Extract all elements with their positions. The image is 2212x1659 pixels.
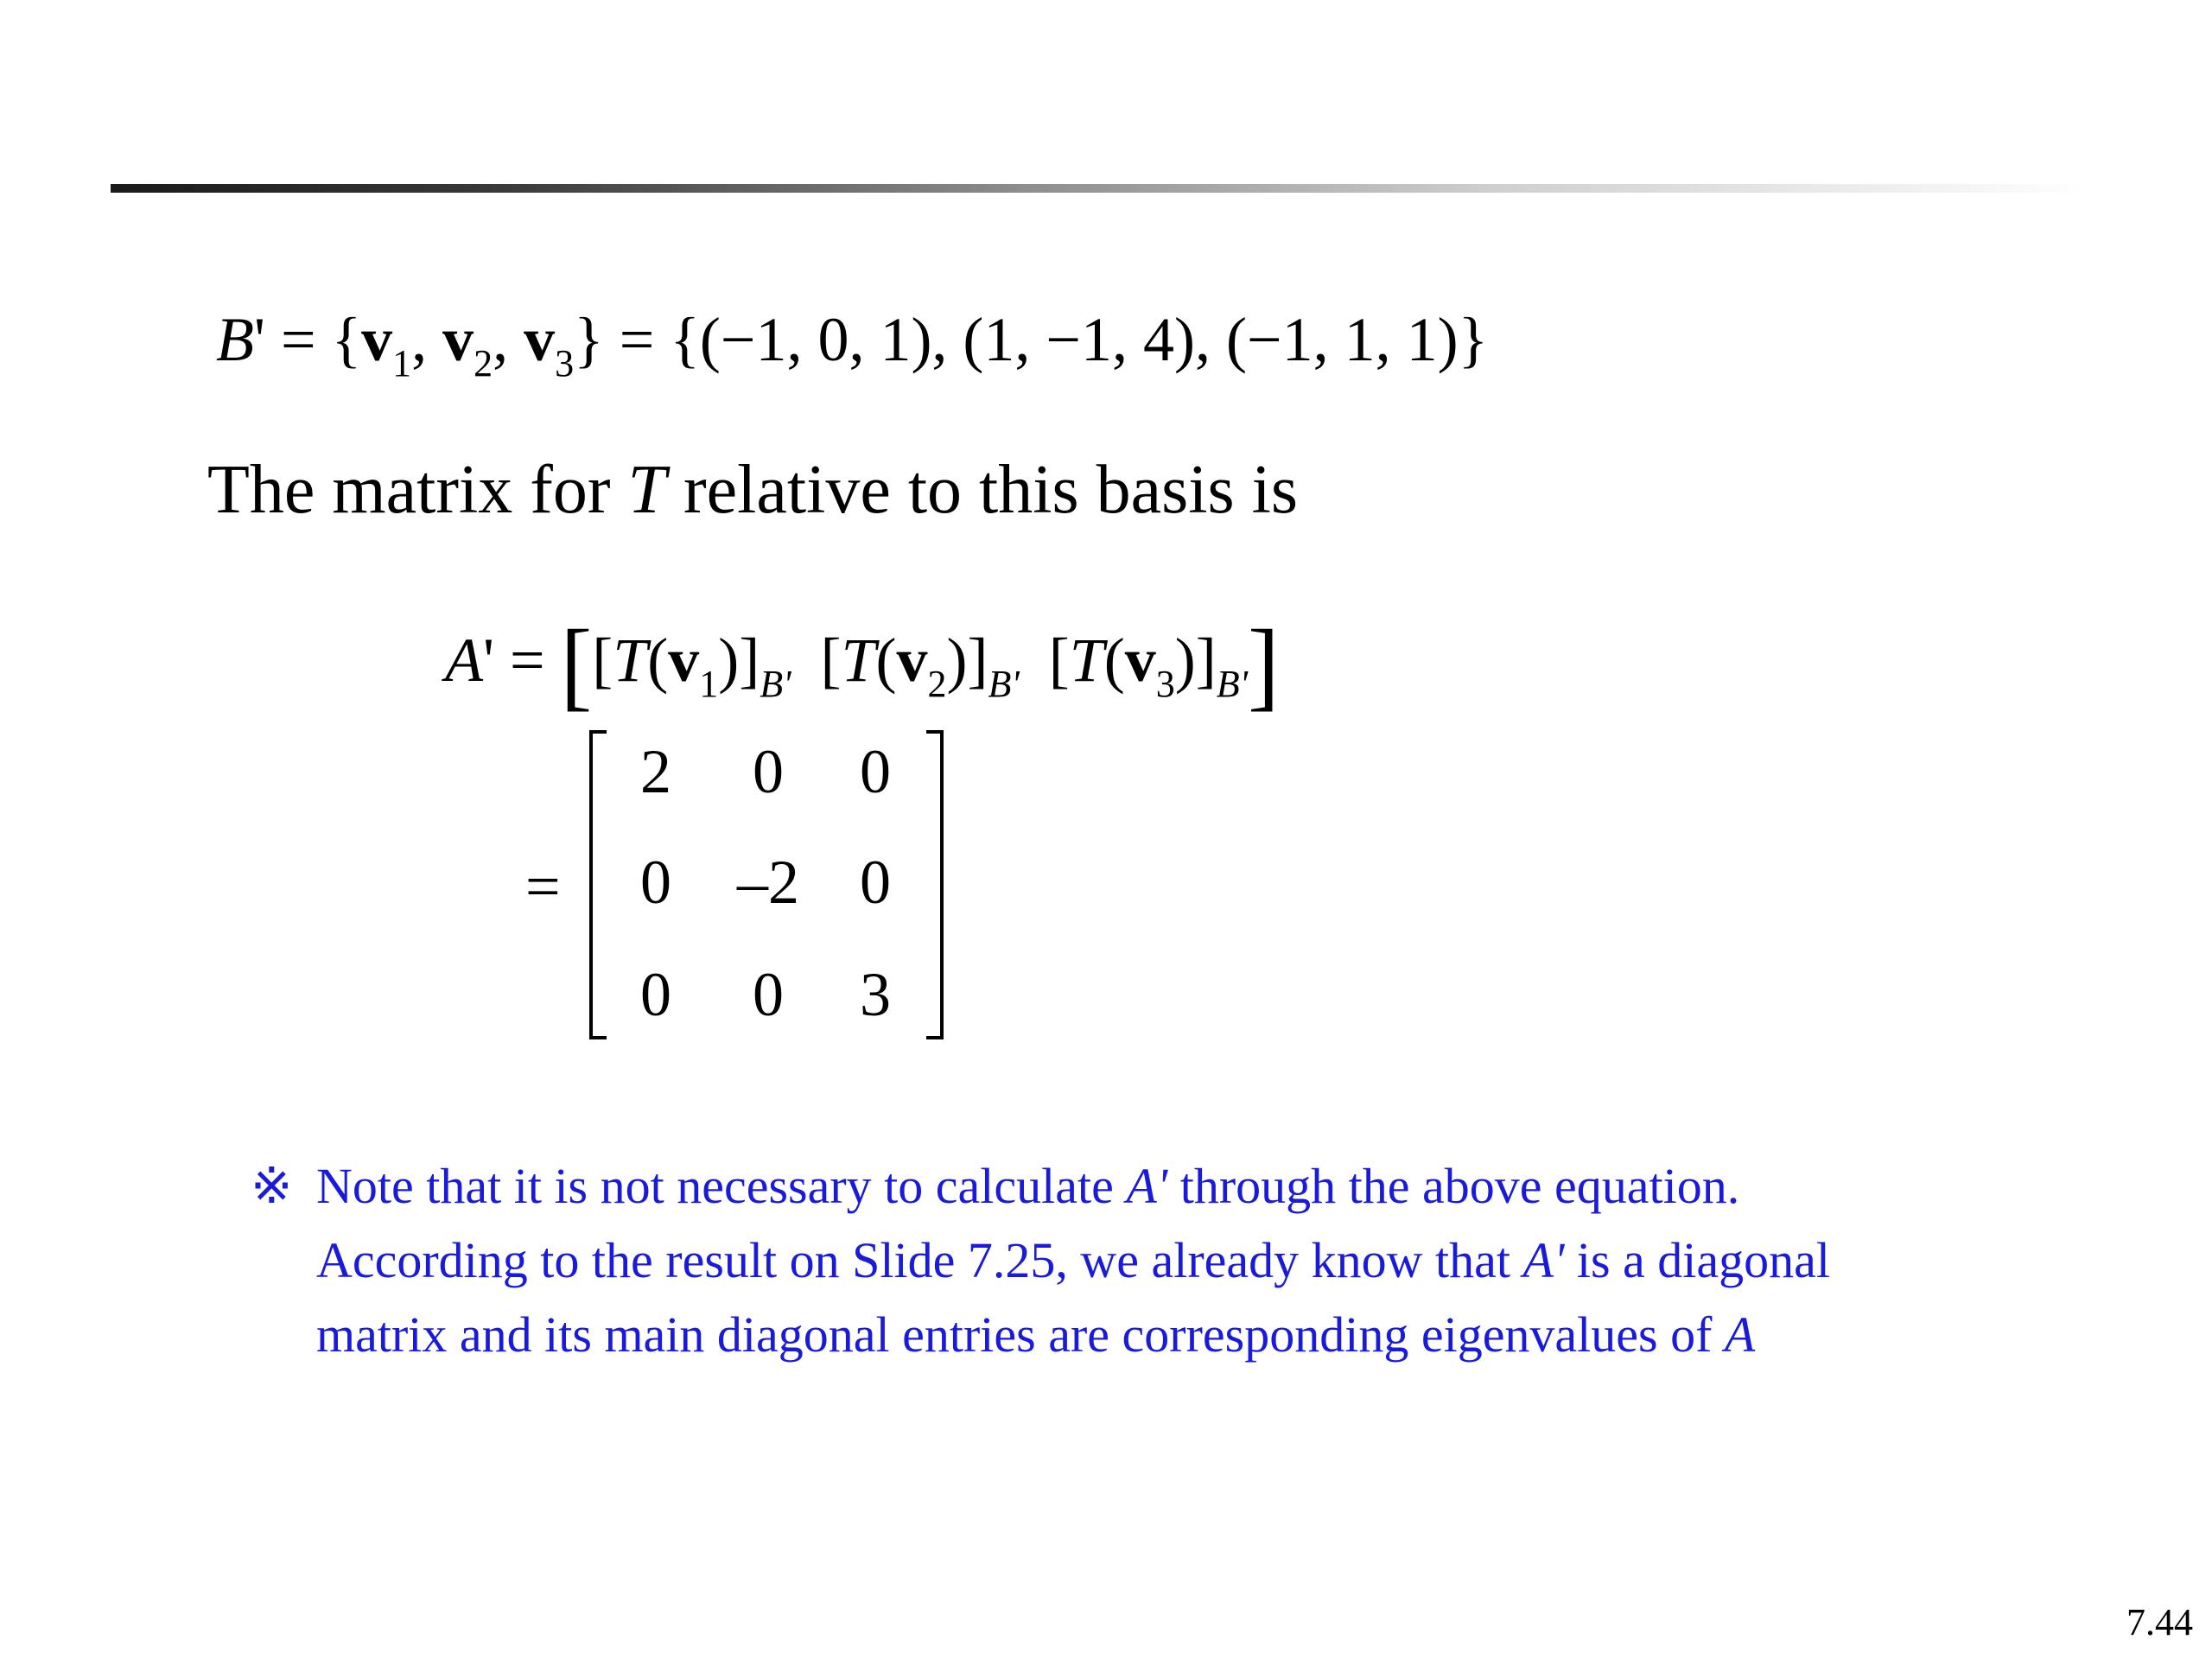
aprime-definition: $A' = [[T(v_1)]_{B'}$ $[T(v_2)]_{B'}$ $[T(v_3)]_{B'}$] [445,608,1280,721]
matrix-cell: –2 [737,848,799,917]
matrix-left-bracket [589,730,607,1039]
matrix-cell: 0 [860,848,891,917]
open-bracket: [ [560,608,593,721]
matrix-cell: 0 [860,737,891,806]
column-3: $[T(v_3)]_{B'}$ [1048,626,1249,705]
basis-symbol: B [216,305,254,374]
matrix-cell: 2 [640,737,671,806]
matrix-cell: 3 [860,960,891,1029]
matrix-cell: 0 [640,848,671,917]
matrix-cell: 0 [753,960,784,1029]
title-divider-rule [111,184,2089,193]
column-1: $[T(v_1)]_{B'}$ [592,626,791,705]
basis-vectors: (−1, 0, 1), (1, −1, 4), (−1, 1, 1) [699,305,1459,374]
matrix-statement: The matrix for T relative to this basis is [207,452,1298,528]
reference-mark-icon: ※ [251,1158,293,1214]
note-line-1: ※ Note that it is not necessary to calculate A' through the above equation. [251,1149,1830,1224]
aprime-symbol: A [445,626,483,695]
diagonal-matrix [589,730,944,1041]
matrix-right-bracket [926,730,944,1039]
matrix-cell: 0 [753,737,784,806]
note-block [251,1149,1830,1372]
note-line-2: According to the result on Slide 7.25, we already know that A' is a diagonal [316,1232,1831,1288]
basis-definition: $B' = \{v_1$, $v_2$, $v_3\} = \{(-1$, 0, 1), (1, −1, 4), (−1, 1, 1)} [216,305,1489,385]
matrix-cell: 0 [640,960,671,1029]
close-bracket: ] [1248,608,1280,721]
note-line-3: matrix and its main diagonal entries are corresponding eigenvalues of A [316,1306,1756,1363]
page-number: 7.44 [2126,1601,2193,1643]
matrix-equals: = [525,852,561,921]
column-2: $[T(v_2)]_{B'}$ [820,626,1020,705]
